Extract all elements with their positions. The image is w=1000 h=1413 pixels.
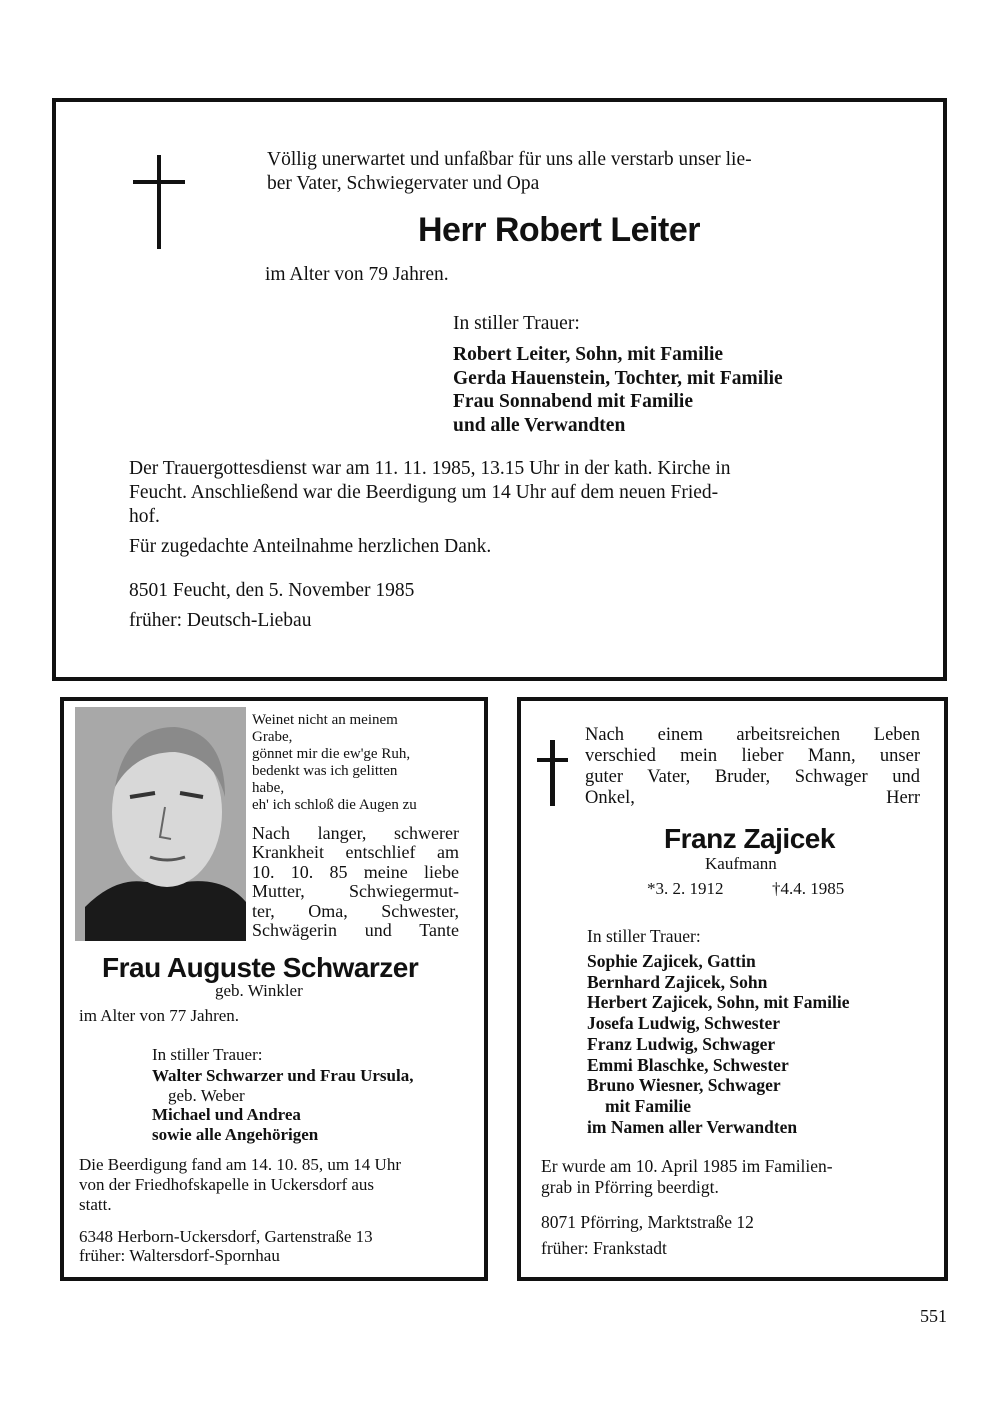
mourner: Sophie Zajicek, Gattin: [587, 951, 756, 971]
text-line: bedenkt was ich gelitten: [252, 763, 398, 779]
mourner: Herbert Zajicek, Sohn, mit Familie: [587, 992, 850, 1013]
former-residence: früher: Deutsch-Liebau: [129, 610, 312, 631]
mourner: geb. Weber: [168, 1085, 245, 1105]
deceased-name: Franz Zajicek: [664, 823, 835, 854]
intro-text: [252, 824, 459, 940]
portrait-photo: [75, 707, 246, 941]
text-line: grab in Pförring beerdigt.: [541, 1177, 719, 1197]
mourning-label: In stiller Trauer:: [152, 1045, 263, 1064]
text-line: Nach langer, schwerer: [252, 823, 459, 843]
text-line: Die Beerdigung fand am 14. 10. 85, um 14 Uhr: [79, 1155, 401, 1174]
text-line: ber Vater, Schwiegervater und Opa: [267, 173, 540, 194]
deceased-name: Herr Robert Leiter: [418, 211, 700, 249]
text-line: Krankheit entschlief am: [252, 842, 459, 863]
intro-text: [585, 725, 920, 809]
service-text: [129, 457, 731, 529]
deceased-name: Frau Auguste Schwarzer: [102, 952, 419, 983]
cross-icon: [133, 155, 185, 249]
text-line: verschied mein lieber Mann, unser: [585, 746, 920, 766]
mourner: sowie alle Angehörigen: [152, 1124, 319, 1144]
address: 6348 Herborn-Uckersdorf, Gartenstraße 13: [79, 1227, 373, 1246]
cross-icon: [537, 740, 568, 806]
mourner: Walter Schwarzer und Frau Ursula,: [152, 1066, 414, 1085]
text-line: hof.: [129, 506, 160, 527]
burial-text: [541, 1156, 833, 1198]
text-line: Schwägerin und Tante: [252, 920, 459, 941]
age-text: im Alter von 79 Jahren.: [265, 264, 449, 285]
text-line: Frau Sonnabend mit Familie: [453, 391, 693, 413]
mourners-list: [152, 1066, 413, 1144]
burial-text: [79, 1155, 401, 1215]
text-line: Robert Leiter, Sohn, mit Familie: [453, 344, 724, 365]
text-line: von der Friedhofskapelle in Uckersdorf aus: [79, 1175, 375, 1194]
text-line: Er wurde am 10. April 1985 im Familien-: [541, 1156, 833, 1176]
mourner: Josefa Ludwig, Schwester: [587, 1013, 780, 1034]
text-line: ter, Oma, Schwester,: [252, 900, 459, 921]
mourner: Franz Ludwig, Schwager: [587, 1033, 776, 1054]
text-line: Onkel, Herr: [585, 788, 920, 808]
text-line: gönnet mir die ew'ge Ruh,: [252, 746, 411, 762]
text-line: 10. 10. 85 meine liebe: [252, 861, 459, 882]
former-residence: früher: Frankstadt: [541, 1238, 667, 1258]
death-date: †4.4. 1985: [772, 879, 845, 898]
thanks-text: Für zugedachte Anteilnahme herzlichen Dank.: [129, 536, 492, 557]
text-line: habe,: [252, 780, 285, 796]
mourners-list: [453, 343, 783, 437]
address: 8071 Pförring, Marktstraße 12: [541, 1212, 754, 1232]
text-line: Grabe,: [252, 729, 293, 745]
maiden-name: geb. Winkler: [215, 981, 303, 1000]
age-text: im Alter von 77 Jahren.: [79, 1006, 240, 1025]
profession: Kaufmann: [705, 854, 777, 873]
mourner: Bruno Wiesner, Schwager: [587, 1075, 781, 1096]
mourner: im Namen aller Verwandten: [587, 1116, 798, 1137]
mourning-label: In stiller Trauer:: [587, 926, 701, 946]
birth-date: *3. 2. 1912: [647, 879, 724, 898]
text-line: Nach einem arbeitsreichen Leben: [585, 725, 920, 745]
mourning-label: In stiller Trauer:: [453, 313, 580, 334]
poem-text: [252, 712, 417, 814]
place-date: 8501 Feucht, den 5. November 1985: [129, 580, 415, 601]
text-line: Weinet nicht an meinem: [252, 712, 398, 728]
text-line: Mutter, Schwiegermut-: [252, 881, 459, 902]
text-line: eh' ich schloß die Augen zu: [252, 797, 417, 813]
page-number: 551: [920, 1306, 947, 1326]
text-line: Feucht. Anschließend war die Beerdigung um 14 Uhr auf dem neuen Fried-: [129, 482, 719, 503]
mourner: Bernhard Zajicek, Sohn: [587, 971, 768, 992]
mourner: Emmi Blaschke, Schwester: [587, 1054, 789, 1075]
mourner: mit Familie: [605, 1095, 692, 1116]
former-residence: früher: Waltersdorf-Spornhau: [79, 1246, 280, 1265]
intro-text: [267, 148, 752, 196]
text-line: und alle Verwandten: [453, 414, 626, 436]
text-line: Völlig unerwartet und unfaßbar für uns alle verstarb unser lie-: [267, 149, 752, 170]
text-line: Gerda Hauenstein, Tochter, mit Familie: [453, 367, 783, 389]
text-line: statt.: [79, 1195, 112, 1214]
mourner: Michael und Andrea: [152, 1105, 301, 1124]
text-line: Der Trauergottesdienst war am 11. 11. 1985, 13.15 Uhr in der kath. Kirche in: [129, 458, 731, 479]
text-line: guter Vater, Bruder, Schwager und: [585, 767, 920, 787]
mourners-list: [587, 951, 849, 1137]
